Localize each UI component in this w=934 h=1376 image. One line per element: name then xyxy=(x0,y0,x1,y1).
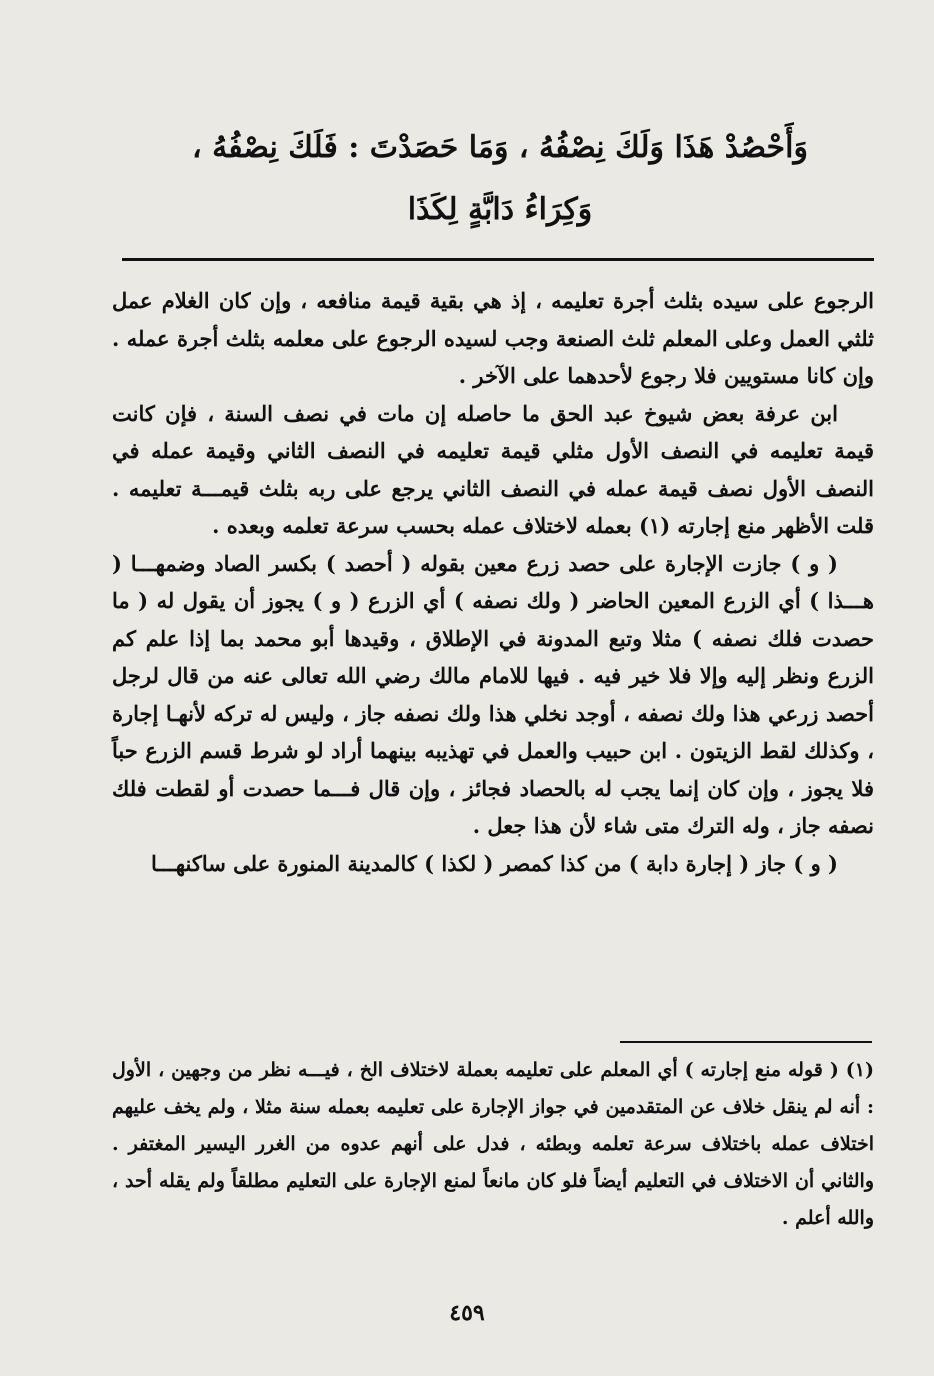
page-number: ٤٥٩ xyxy=(449,1300,485,1326)
commentary-body xyxy=(112,282,874,882)
footnote-divider xyxy=(620,1041,872,1043)
footnote xyxy=(112,1052,874,1237)
footnote-1: (١) ( قوله منع إجارته ) أي المعلم على تعليمه بعملة لاختلاف الخ ، فيـــه نظر من وجهين ، الأول : أنه لم ينقل خلاف عن المتقدمين في جواز الإجارة على تعليمه بعمله سنة مثلا ، ولم يخف عليهم اختلاف عمله باختلاف سرعة تعلمه وبطئه ، فدل على أنهم عدوه من الغرر اليسير المغتفر . والثاني أن الاختلاف في التعليم أيضاً فلو كان مانعاً لمنع الإجارة على التعليم مطلقاً ولم يقله أحد ، والله أعلم . xyxy=(112,1059,874,1229)
paragraph-1: الرجوع على سيده بثلث أجرة تعليمه ، إذ هي بقية قيمة منافعه ، وإن كان الغلام عمل ثلثي العمل وعلى المعلم ثلث الصنعة وجب لسيده الرجوع على معلمه بثلث أجرة عمله . وإن كانا مستويين فلا رجوع لأحدهما على الآخر . xyxy=(112,288,874,388)
verse-heading-line-1: وَأَحْصُدْ هَذَا وَلَكَ نِصْفُهُ ، وَمَا حَصَدْتَ : فَلَكَ نِصْفُهُ ، xyxy=(192,130,808,165)
paragraph-3: ( و ) جازت الإجارة على حصد زرع معين بقوله ( أحصد ) بكسر الصاد وضمهـــا ( هـــذا ) أي الزرع المعين الحاضر ( ولك نصفه ) أي الزرع ( و ) يجوز أن يقول له ( ما حصدت فلك نصفه ) مثلا وتبع المدونة في الإطلاق ، وقيدها أبو محمد بما إذا علم كم الزرع ونظر إليه وإلا فلا خير فيه . فيها للامام مالك رضي الله تعالى عنه من قال لرجل أحصد زرعي هذا ولك نصفه ، أوجد نخلي هذا ولك نصفه جاز ، وليس له تركه لأنهـا إجارة ، وكذلك لقط الزيتون . ابن حبيب والعمل في تهذيبه بينهما أراد لو شرط قسم الزرع حباً فلا يجوز ، وإن كان إنما يجب له بالحصاد فجائز ، وإن قال فـــما حصدت أو لقطت فلك نصفه جاز ، وله الترك متى شاء لأن هذا جعل . xyxy=(112,550,874,838)
verse-heading-line-2: وَكِرَاءُ دَابَّةٍ لِكَذَا xyxy=(407,192,593,227)
heading-divider xyxy=(122,258,874,261)
paragraph-2: ابن عرفة بعض شيوخ عبد الحق ما حاصله إن مات في نصف السنة ، فإن كانت قيمة تعليمه في النصف الأول مثلي قيمة تعليمه في النصف الثاني وقيمة عمله في النصف الأول نصف قيمة عمله في النصف الثاني يرجع على ربه بثلث قيمـــة تعليمه . قلت الأظهر منع إجارته (١) بعمله لاختلاف عمله بحسب سرعة تعلمه وبعده . xyxy=(112,400,874,538)
paragraph-4: ( و ) جاز ( إجارة دابة ) من كذا كمصر ( لكذا ) كالمدينة المنورة على ساكنهـــا xyxy=(150,850,838,876)
